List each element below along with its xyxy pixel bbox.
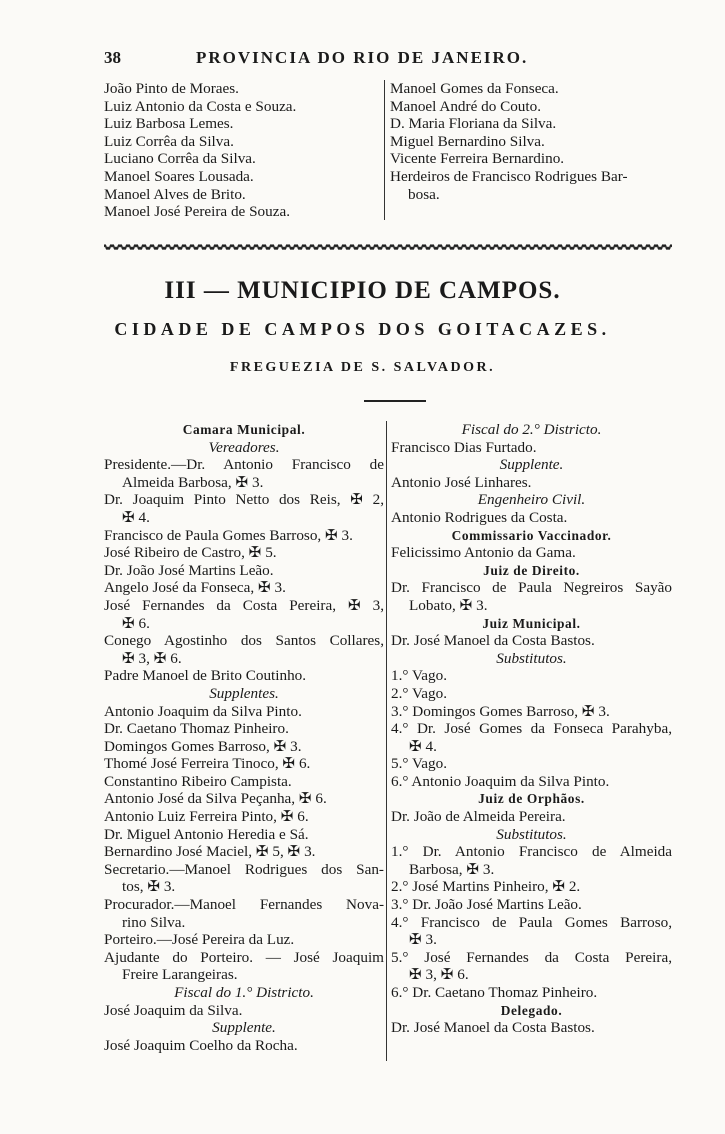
wavy-divider <box>104 242 672 252</box>
text-line: Juiz de Orphãos. <box>478 791 585 807</box>
city-title: CIDADE DE CAMPOS DOS GOITACAZES. <box>114 319 611 339</box>
text-line: Antonio José da Silva Peçanha, ✠ 6. <box>104 790 327 808</box>
text-line: D. Maria Floriana da Silva. <box>390 115 557 133</box>
text-line: Supplente. <box>499 456 564 474</box>
text-line: Antonio Joaquim da Silva Pinto. <box>104 702 302 720</box>
text-line: ✠ 3, ✠ 6. <box>122 649 182 667</box>
running-header <box>104 48 674 72</box>
text-line: Manoel Alves de Brito. <box>104 185 246 203</box>
text-line: Dr. José Manoel da Costa Bastos. <box>391 1019 595 1037</box>
text-line: Antonio Luiz Ferreira Pinto, ✠ 6. <box>104 808 309 826</box>
text-line: ✠ 3, ✠ 6. <box>409 966 469 984</box>
text-line: Vereadores. <box>208 438 280 456</box>
text-line: Substitutos. <box>496 825 567 843</box>
text-line: rino Silva. <box>122 913 186 931</box>
text-line: Substitutos. <box>496 649 567 667</box>
text-line: Herdeiros de Francisco Rodrigues Bar- <box>390 167 628 185</box>
left-column <box>104 421 384 1054</box>
text-line: Porteiro.—José Pereira da Luz. <box>104 931 295 949</box>
text-line: ✠ 3. <box>409 931 437 949</box>
text-line: Domingos Gomes Barroso, ✠ 3. <box>104 737 302 755</box>
text-line: Ajudante do Porteiro. — José Joaquim <box>104 948 384 966</box>
text-line: Francisco Dias Furtado. <box>391 438 537 456</box>
text-line: 2.° José Martins Pinheiro, ✠ 2. <box>391 878 581 896</box>
text-line: Supplentes. <box>209 684 279 702</box>
text-line: bosa. <box>408 185 440 203</box>
text-line: 2.° Vago. <box>391 684 447 702</box>
column-divider-main <box>386 421 387 1061</box>
text-line: Manoel Soares Lousada. <box>104 167 254 185</box>
text-line: 3.° Dr. João José Martins Leão. <box>391 896 582 914</box>
text-line: Secretario.—Manoel Rodrigues dos San- <box>104 860 384 878</box>
text-line: 5.° José Fernandes da Costa Pereira, <box>391 948 672 966</box>
text-line: 6.° Antonio Joaquim da Silva Pinto. <box>391 772 610 790</box>
column-divider-top <box>384 80 385 220</box>
text-line: Fiscal do 2.° Districto. <box>461 421 602 438</box>
text-line: ✠ 4. <box>122 508 150 526</box>
text-line: João Pinto de Moraes. <box>104 80 239 97</box>
text-line: 6.° Dr. Caetano Thomaz Pinheiro. <box>391 984 598 1001</box>
text-line: Freire Larangeiras. <box>122 966 238 984</box>
text-line: Barbosa, ✠ 3. <box>409 860 495 878</box>
text-line: José Ribeiro de Castro, ✠ 5. <box>104 544 277 562</box>
text-line: Dr. Joaquim Pinto Netto dos Reis, ✠ 2, <box>104 491 384 509</box>
text-line: Engenheiro Civil. <box>477 491 586 509</box>
text-line: Delegado. <box>500 1002 563 1018</box>
right-column <box>391 421 672 1037</box>
text-line: Lobato, ✠ 3. <box>409 596 488 614</box>
text-line: Dr. João de Almeida Pereira. <box>391 808 566 826</box>
text-line: Vicente Ferreira Bernardino. <box>390 150 565 168</box>
text-line: Padre Manoel de Brito Coutinho. <box>104 667 307 685</box>
text-line: 4.° Francisco de Paula Gomes Barroso, <box>391 913 672 931</box>
text-line: Antonio José Linhares. <box>391 473 532 491</box>
text-line: Constantino Ribeiro Campista. <box>104 772 292 790</box>
text-line: Juiz Municipal. <box>482 615 581 631</box>
text-line: José Joaquim da Silva. <box>104 1001 243 1019</box>
text-line: Dr. Francisco de Paula Negreiros Sayão <box>391 579 672 597</box>
text-line: 5.° Vago. <box>391 755 447 773</box>
text-line: Presidente.—Dr. Antonio Francisco de <box>104 456 384 474</box>
text-line: 3.° Domingos Gomes Barroso, ✠ 3. <box>391 702 610 720</box>
text-line: Luiz Corrêa da Silva. <box>104 132 234 150</box>
text-line: Manoel José Pereira de Souza. <box>104 203 290 221</box>
text-line: Procurador.—Manoel Fernandes Nova- <box>104 896 384 914</box>
text-line: 1.° Dr. Antonio Francisco de Almeida <box>391 843 672 861</box>
text-line: 4.° Dr. José Gomes da Fonseca Parahyba, <box>391 720 672 738</box>
text-line: Manoel André do Couto. <box>390 97 542 115</box>
text-line: ✠ 4. <box>409 737 437 755</box>
text-line: Almeida Barbosa, ✠ 3. <box>122 473 264 491</box>
short-rule <box>364 400 426 402</box>
top-left-name-list <box>104 80 384 221</box>
text-line: José Fernandes da Costa Pereira, ✠ 3, <box>104 596 384 614</box>
text-line: José Joaquim Coelho da Rocha. <box>104 1036 298 1054</box>
parish-title: FREGUEZIA DE S. SALVADOR. <box>229 360 496 375</box>
text-line: Dr. Caetano Thomaz Pinheiro. <box>104 720 289 738</box>
text-line: Angelo José da Fonseca, ✠ 3. <box>104 579 286 597</box>
text-line: Dr. Miguel Antonio Heredia e Sá. <box>104 825 309 843</box>
text-line: Antonio Rodrigues da Costa. <box>391 508 568 526</box>
page-number: 38 <box>104 48 121 67</box>
text-line: Luiz Antonio da Costa e Souza. <box>104 97 297 115</box>
text-line: Luciano Corrêa da Silva. <box>104 150 256 168</box>
text-line: Francisco de Paula Gomes Barroso, ✠ 3. <box>104 526 353 544</box>
text-line: Supplente. <box>212 1019 276 1037</box>
text-line: Miguel Bernardino Silva. <box>390 132 545 150</box>
text-line: Bernardino José Maciel, ✠ 5, ✠ 3. <box>104 843 316 861</box>
top-right-name-list <box>390 80 672 203</box>
text-line: Dr. João José Martins Leão. <box>104 561 274 579</box>
text-line: Luiz Barbosa Lemes. <box>104 115 234 133</box>
text-line: tos, ✠ 3. <box>122 878 176 896</box>
section-title: III — MUNICIPIO DE CAMPOS. <box>164 277 561 304</box>
text-line: Camara Municipal. <box>182 422 306 437</box>
header-title: PROVINCIA DO RIO DE JANEIRO. <box>196 48 529 67</box>
text-line: Conego Agostinho dos Santos Collares, <box>104 632 384 650</box>
text-line: ✠ 6. <box>122 614 150 632</box>
text-line: Commissario Vaccinador. <box>451 527 612 543</box>
text-line: Fiscal do 1.° Districto. <box>174 984 314 1001</box>
text-line: 1.° Vago. <box>391 667 447 685</box>
text-line: Felicissimo Antonio da Gama. <box>391 544 576 562</box>
text-line: Thomé José Ferreira Tinoco, ✠ 6. <box>104 755 311 773</box>
text-line: Dr. José Manoel da Costa Bastos. <box>391 632 595 650</box>
text-line: Juiz de Direito. <box>483 562 580 578</box>
text-line: Manoel Gomes da Fonseca. <box>390 80 559 97</box>
